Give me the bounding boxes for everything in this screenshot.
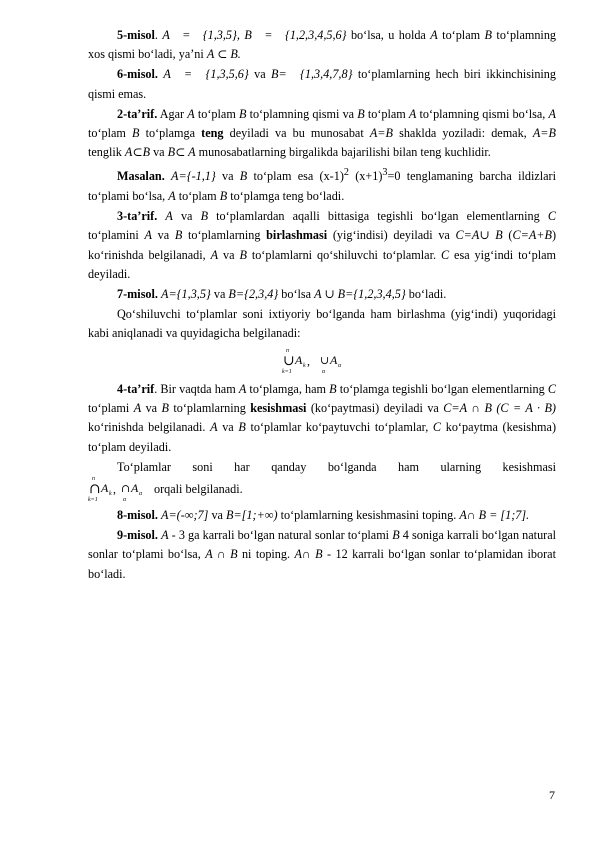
text: to‘plamga tegishli bo‘lgan elementlarning [336, 381, 548, 396]
text: ko‘rinishda belgilanadi. [88, 420, 211, 435]
text: va [208, 508, 226, 523]
subset-relation: A ⊂ B. [206, 47, 241, 62]
example-8 [88, 506, 556, 525]
symbol-a: A [430, 28, 438, 42]
union-operator: ∪ [320, 353, 330, 367]
set-symbol: A [330, 352, 338, 367]
intersection-formula: C=A ∩ B (C = A · B) [443, 400, 556, 415]
interval-a: A=(-∞;7] [161, 508, 209, 523]
text: to‘plamning qismi va [246, 106, 358, 121]
symbol-a: A [210, 420, 218, 435]
intersection-formula-line [88, 475, 556, 506]
subscript: α [338, 362, 342, 369]
symbol-a: A [165, 208, 173, 223]
union-general-text [88, 305, 556, 344]
symbol-a: A [133, 400, 142, 415]
text: va [172, 208, 201, 223]
set-b: B = {1,2,3,4,5,6} [244, 28, 347, 42]
text: va [215, 169, 240, 184]
subscript: α [139, 490, 143, 497]
union-formula-svg [282, 346, 362, 376]
intersection-general-text [88, 458, 556, 477]
symbol-c: C [547, 381, 557, 396]
text: to‘plam esa (x-1) [247, 169, 344, 184]
text: ) ko‘rinishda belgilanadi, [88, 228, 556, 262]
text: to‘plamlarning [182, 228, 267, 243]
text: va [248, 67, 272, 82]
intersection-expression: A∩ B [294, 547, 323, 562]
symbol-b: B [392, 528, 400, 542]
lower-limit: k=1 [88, 496, 98, 503]
text: va [151, 228, 175, 243]
symbol-a: A [168, 188, 176, 203]
union-formula: C=A∪ B [455, 228, 503, 243]
text: to‘plami [88, 400, 134, 415]
text: va [210, 286, 229, 301]
text: tenglik [88, 145, 125, 160]
text: to‘plamini [88, 228, 145, 243]
equality: A=B [369, 126, 393, 141]
symbol-b: B [484, 28, 492, 42]
text: to‘plamlar ko‘paytuvchi to‘plamlar, [245, 420, 433, 435]
text: to‘plamning xos qismi bo‘ladi, ya’ni [88, 28, 557, 62]
example-masalan [88, 163, 556, 206]
definition-3-lead: 3-ta’rif. [117, 208, 158, 223]
subscript: k [109, 490, 112, 497]
intersection-expression: A ∩ B [205, 547, 238, 562]
text: shaklda yoziladi: demak, [392, 126, 533, 141]
text: to‘plamlarni qo‘shiluvchi to‘plamlar. [246, 247, 441, 262]
symbol-b: B [238, 420, 246, 435]
set-symbol: A [295, 352, 303, 367]
symbol-a: A [210, 247, 219, 262]
text: Qo‘shiluvchi to‘plamlar soni ixtiyoriy bo‘lganda ham birlashma (yig‘indi) yuqoridagi kabi aniqlanadi va quyidagicha belgilanadi: [88, 306, 556, 341]
term-kesishmasi: kesishmasi [250, 400, 307, 415]
lower-index: α [322, 368, 326, 375]
symbol-b: B [239, 169, 248, 184]
text: munosabatlarning birgalikda bajarilishi bilan teng kuchlidir. [195, 145, 491, 160]
symbol-b: B [200, 208, 209, 223]
text: esa yig‘indi to‘plam deyiladi. [88, 247, 556, 281]
example-6-lead: 6-misol. [117, 67, 158, 82]
text: (yig‘indisi) deyiladi va [327, 228, 456, 243]
lower-limit: k=1 [282, 368, 292, 375]
text: =0 tenglamaning barcha ildizlari to‘plami bo‘lsa, [88, 169, 556, 203]
text: va [217, 420, 239, 435]
symbol-a: A [161, 528, 169, 542]
intersection-formula-svg [88, 474, 158, 504]
symbol-a: A [548, 106, 556, 121]
symbol-b: B [219, 188, 228, 203]
set-b: B={2,3,4} [228, 286, 279, 301]
text: va [218, 247, 240, 262]
example-7-lead: 7-misol. [117, 286, 158, 301]
term-birlashmasi: birlashmasi [266, 228, 328, 243]
example-9-lead: 9-misol. [117, 528, 158, 542]
text: to‘plam [175, 188, 220, 203]
page-content [88, 26, 556, 585]
text: - 12 karrali bo‘lgan sonlar to‘plamidan iborat bo‘ladi. [88, 547, 556, 581]
set-symbol: A [101, 480, 109, 495]
symbol-b: B [357, 106, 365, 121]
definition-2 [88, 105, 556, 163]
text: to‘plam [88, 126, 133, 141]
text: to‘plamning qismi bo‘lsa, [416, 106, 549, 121]
example-5-lead: 5-misol [117, 28, 155, 42]
text: . Bir vaqtda ham [154, 381, 239, 396]
text: ko‘paytma (kesishma) to‘plam deyiladi. [88, 420, 557, 454]
example-6 [88, 65, 556, 104]
example-9 [88, 526, 556, 584]
definition-4-lead: 4-ta’rif [117, 381, 155, 396]
text: ni toping. [237, 547, 295, 562]
symbol-b: B [238, 106, 247, 121]
text: deyiladi va bu munosabat [223, 126, 370, 141]
union-formula-display [88, 346, 556, 376]
text: to‘plamlarning hech biri ikkinchisining qismi emas. [88, 67, 556, 101]
symbol-b: B [239, 247, 247, 262]
intersection-result: A∩ B = [1;7]. [459, 508, 530, 523]
masalan-lead: Masalan. [117, 169, 165, 184]
text: Agar [157, 106, 188, 121]
upper-limit: n [92, 475, 95, 482]
upper-limit: n [286, 347, 289, 354]
text: ( [502, 228, 513, 243]
text: (ko‘paytmasi) deyiladi va [306, 400, 444, 415]
comma: , [307, 353, 310, 368]
set-a: A = {1,3,5}, [162, 28, 240, 42]
equality: A=B [532, 126, 556, 141]
exponent: 3 [382, 167, 388, 179]
set-a: A = {1,3,5,6} [163, 67, 249, 82]
intersection-operator: ∩ [121, 481, 131, 495]
text: to‘plam [364, 106, 409, 121]
example-5 [88, 26, 556, 65]
text: to‘plam [194, 106, 239, 121]
symbol-a: A [187, 106, 195, 121]
subset-relation: B⊂ A [167, 145, 196, 160]
text: to‘plamlardan aqalli bittasiga tegishli bo‘lgan elementlarning [208, 208, 548, 223]
symbol-c: C [440, 247, 450, 262]
definition-4 [88, 380, 556, 458]
symbol-b: B [132, 126, 140, 141]
definition-3 [88, 207, 556, 285]
union-operator: ∪ [283, 352, 295, 369]
text: bo‘ladi. [405, 286, 447, 301]
text: - 3 ga karrali bo‘lgan natural sonlar to‘plami [168, 528, 393, 542]
subset-relation: A⊂B [124, 145, 151, 160]
union-result: A ∪ B={1,2,3,4,5} [314, 286, 406, 301]
example-7 [88, 285, 556, 304]
text: . [154, 28, 163, 42]
text: to‘plamga [139, 126, 202, 141]
sum-formula: C=A+B [512, 228, 552, 243]
set-b: B= {1,3,4,7,8} [271, 67, 353, 82]
text: bo‘lsa, u holda [346, 28, 431, 42]
exponent: 2 [343, 167, 349, 179]
text: to‘plamlarning [168, 400, 251, 415]
symbol-a: A [144, 228, 152, 243]
term-teng: teng [201, 126, 224, 141]
set-a: A={-1,1} [171, 169, 216, 184]
symbol-a: A [238, 381, 247, 396]
set-a: A={1,3,5} [161, 286, 211, 301]
symbol-a: A [408, 106, 417, 121]
orqali-text: orqali belgilanadi. [154, 481, 243, 496]
symbol-b: B [174, 228, 183, 243]
lower-index: α [123, 496, 127, 503]
text: to‘plamga teng bo‘ladi. [227, 188, 345, 203]
text: To‘plamlar soni har qanday bo‘lganda ham ularning kesishmasi [117, 459, 556, 474]
example-8-lead: 8-misol. [117, 508, 158, 523]
symbol-b: B [161, 400, 169, 415]
text: 4 soniga karrali bo‘lgan natural sonlar to‘plami bo‘lsa, [88, 528, 557, 562]
text: va [150, 145, 168, 160]
symbol-c: C [547, 208, 556, 223]
page-number: 7 [549, 788, 555, 802]
symbol-b: B [329, 381, 337, 396]
subscript: k [303, 362, 306, 369]
symbol-c: C [432, 420, 442, 435]
text: va [141, 400, 162, 415]
intersection-operator: ∩ [89, 480, 101, 497]
definition-2-lead: 2-ta’rif. [117, 106, 158, 121]
text: to‘plamga, ham [246, 381, 330, 396]
set-symbol: A [131, 480, 139, 495]
text: to‘plam [437, 28, 485, 42]
text: (x+1) [348, 169, 383, 184]
text: to‘plamlarning kesishmasini toping. [277, 508, 460, 523]
text: bo‘lsa [278, 286, 315, 301]
interval-b: B=[1;+∞) [226, 508, 278, 523]
comma: , [113, 481, 116, 496]
